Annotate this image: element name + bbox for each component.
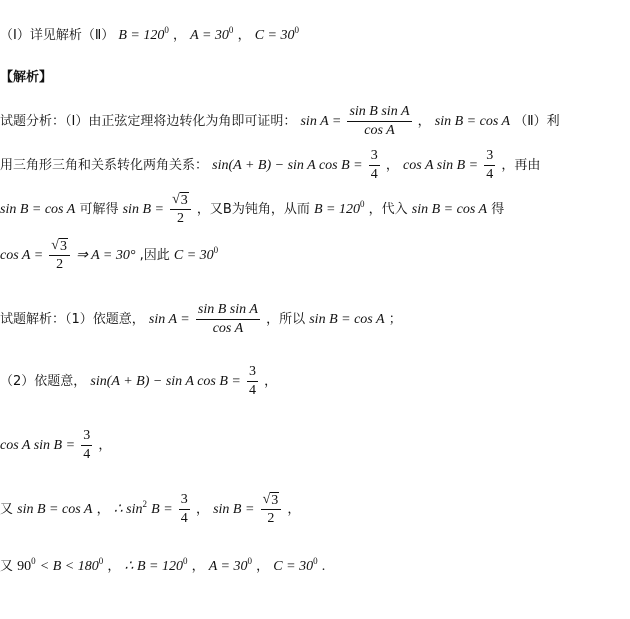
- separator: ，: [173, 28, 187, 43]
- fraction-denominator: 4: [83, 447, 91, 462]
- sqrt: √ 3: [51, 238, 67, 254]
- separator: ，: [96, 502, 110, 517]
- fraction-denominator: 2: [176, 211, 184, 226]
- separator: ，: [256, 559, 270, 574]
- math-expr: C = 30: [273, 559, 314, 574]
- degree-mark: 0: [313, 556, 318, 566]
- solution-text: ，所以: [266, 312, 306, 327]
- analysis-line-1: [0, 104, 560, 139]
- solution-line-2: [0, 364, 277, 399]
- analysis-text: ，代入: [368, 202, 408, 217]
- sqrt: √ 3: [172, 192, 188, 208]
- radicand: 3: [180, 193, 188, 208]
- separator: ，: [237, 28, 251, 43]
- math-expr: sin B = cos A: [434, 114, 511, 129]
- math-expr: sin(A + B) − sin A cos B =: [90, 374, 241, 389]
- separator: ，: [107, 559, 121, 574]
- fraction-numerator: 3: [81, 428, 92, 446]
- analysis-line-4: [0, 238, 218, 273]
- fraction-denominator: cos A: [364, 123, 395, 138]
- answer-B: B = 120: [118, 28, 165, 43]
- fraction: [247, 364, 258, 399]
- fraction-numerator: 3: [247, 364, 258, 382]
- fraction: [484, 148, 495, 183]
- fraction-numerator: sin B sin A: [196, 302, 260, 320]
- separator: ，: [287, 502, 301, 517]
- fraction-numerator: [261, 492, 282, 510]
- fraction-denominator: 2: [56, 257, 64, 272]
- math-expr: sin B = cos A: [17, 502, 93, 517]
- math-expr: sin B = cos A: [411, 202, 488, 217]
- math-expr: ⇒ A = 30°: [76, 248, 136, 263]
- fraction-denominator: 2: [267, 511, 275, 526]
- degree-mark: 0: [213, 245, 219, 255]
- degree-mark: 0: [294, 25, 300, 35]
- answer-A: A = 30: [190, 28, 229, 43]
- analysis-text: 得: [491, 202, 505, 217]
- degree-mark: 0: [247, 556, 252, 566]
- math-expr: sin A =: [148, 312, 190, 327]
- fraction-numerator: [49, 238, 70, 256]
- degree-mark: 0: [31, 556, 36, 566]
- math-expr: sin A =: [300, 114, 342, 129]
- solution-text: 又: [0, 559, 14, 574]
- degree-mark: 0: [164, 25, 169, 35]
- solution-line-5: [0, 555, 325, 575]
- analysis-text: ,因此: [139, 248, 170, 263]
- analysis-text: 用三角形三角和关系转化两角关系：: [0, 158, 209, 173]
- analysis-line-2: [0, 148, 540, 183]
- separator: ，: [98, 438, 112, 453]
- math-expr: sin(A + B) − sin A cos B =: [212, 158, 363, 173]
- fraction-denominator: cos A: [212, 321, 244, 336]
- math-expr: sin B = cos A: [0, 202, 76, 217]
- fraction-numerator: [170, 192, 191, 210]
- solution-text: 又: [0, 502, 14, 517]
- math-expr: B =: [151, 502, 173, 517]
- sqrt: √ 3: [262, 492, 279, 508]
- degree-mark: 0: [98, 556, 104, 566]
- analysis-text: ，再由: [501, 158, 541, 173]
- math-expr: cos A sin B =: [0, 438, 76, 453]
- separator: ，: [417, 114, 431, 129]
- separator: ，: [264, 374, 278, 389]
- separator: ，: [195, 502, 209, 517]
- analysis-text: 试题分析：（Ⅰ）由正弦定理将边转化为角即可证明：: [0, 114, 297, 129]
- solution-line-4: [0, 492, 300, 527]
- fraction-numerator: 3: [484, 148, 495, 166]
- fraction: [81, 428, 92, 463]
- fraction-denominator: 4: [370, 167, 378, 182]
- solution-text: 试题解析：（1）依题意，: [0, 312, 145, 327]
- analysis-text: 可解得: [79, 202, 119, 217]
- math-expr: sin B =: [122, 202, 164, 217]
- separator: ，: [385, 158, 399, 173]
- exponent: 2: [142, 499, 148, 509]
- fraction: [261, 492, 282, 527]
- solution-line-3: [0, 428, 111, 463]
- fraction: [49, 238, 70, 273]
- analysis-text: ，又B为钝角，从而: [196, 202, 310, 217]
- degree-mark: 0: [228, 25, 234, 35]
- fraction-denominator: 4: [249, 383, 257, 398]
- separator: ；: [388, 312, 402, 327]
- degree-mark: 0: [182, 556, 188, 566]
- math-expr: 90: [17, 559, 32, 574]
- period: .: [321, 559, 326, 574]
- fraction-denominator: 4: [486, 167, 494, 182]
- radicand: 3: [271, 493, 279, 508]
- answer-prefix: （Ⅰ）详见解析（Ⅱ）: [0, 28, 115, 43]
- math-expr: ∴ sin: [113, 502, 143, 517]
- fraction-denominator: 4: [180, 511, 188, 526]
- answer-C: C = 30: [254, 28, 295, 43]
- math-expr: sin B = cos A: [309, 312, 385, 327]
- analysis-text: （Ⅱ）利: [514, 114, 560, 129]
- solution-line-1: [0, 302, 402, 337]
- fraction: [347, 104, 411, 139]
- fraction-numerator: sin B sin A: [347, 104, 411, 122]
- separator: ，: [191, 559, 205, 574]
- fraction: [179, 492, 190, 527]
- fraction: [196, 302, 260, 337]
- math-expr: < B < 180: [39, 559, 99, 574]
- answer-line: [0, 24, 299, 44]
- solution-text: （2）依题意，: [0, 374, 87, 389]
- degree-mark: 0: [359, 199, 365, 209]
- math-expr: A = 30: [208, 559, 248, 574]
- math-expr: cos A sin B =: [403, 158, 479, 173]
- math-expr: cos A =: [0, 248, 44, 263]
- math-expr: sin B =: [213, 502, 255, 517]
- math-expr: B = 120: [313, 202, 360, 217]
- fraction: [369, 148, 380, 183]
- fraction-numerator: 3: [179, 492, 190, 510]
- fraction-numerator: 3: [369, 148, 380, 166]
- radicand: 3: [59, 239, 67, 254]
- math-expr: C = 30: [173, 248, 214, 263]
- analysis-heading: 【解析】: [0, 70, 53, 85]
- analysis-line-3: [0, 192, 504, 227]
- math-expr: ∴ B = 120: [124, 559, 183, 574]
- fraction: [170, 192, 191, 227]
